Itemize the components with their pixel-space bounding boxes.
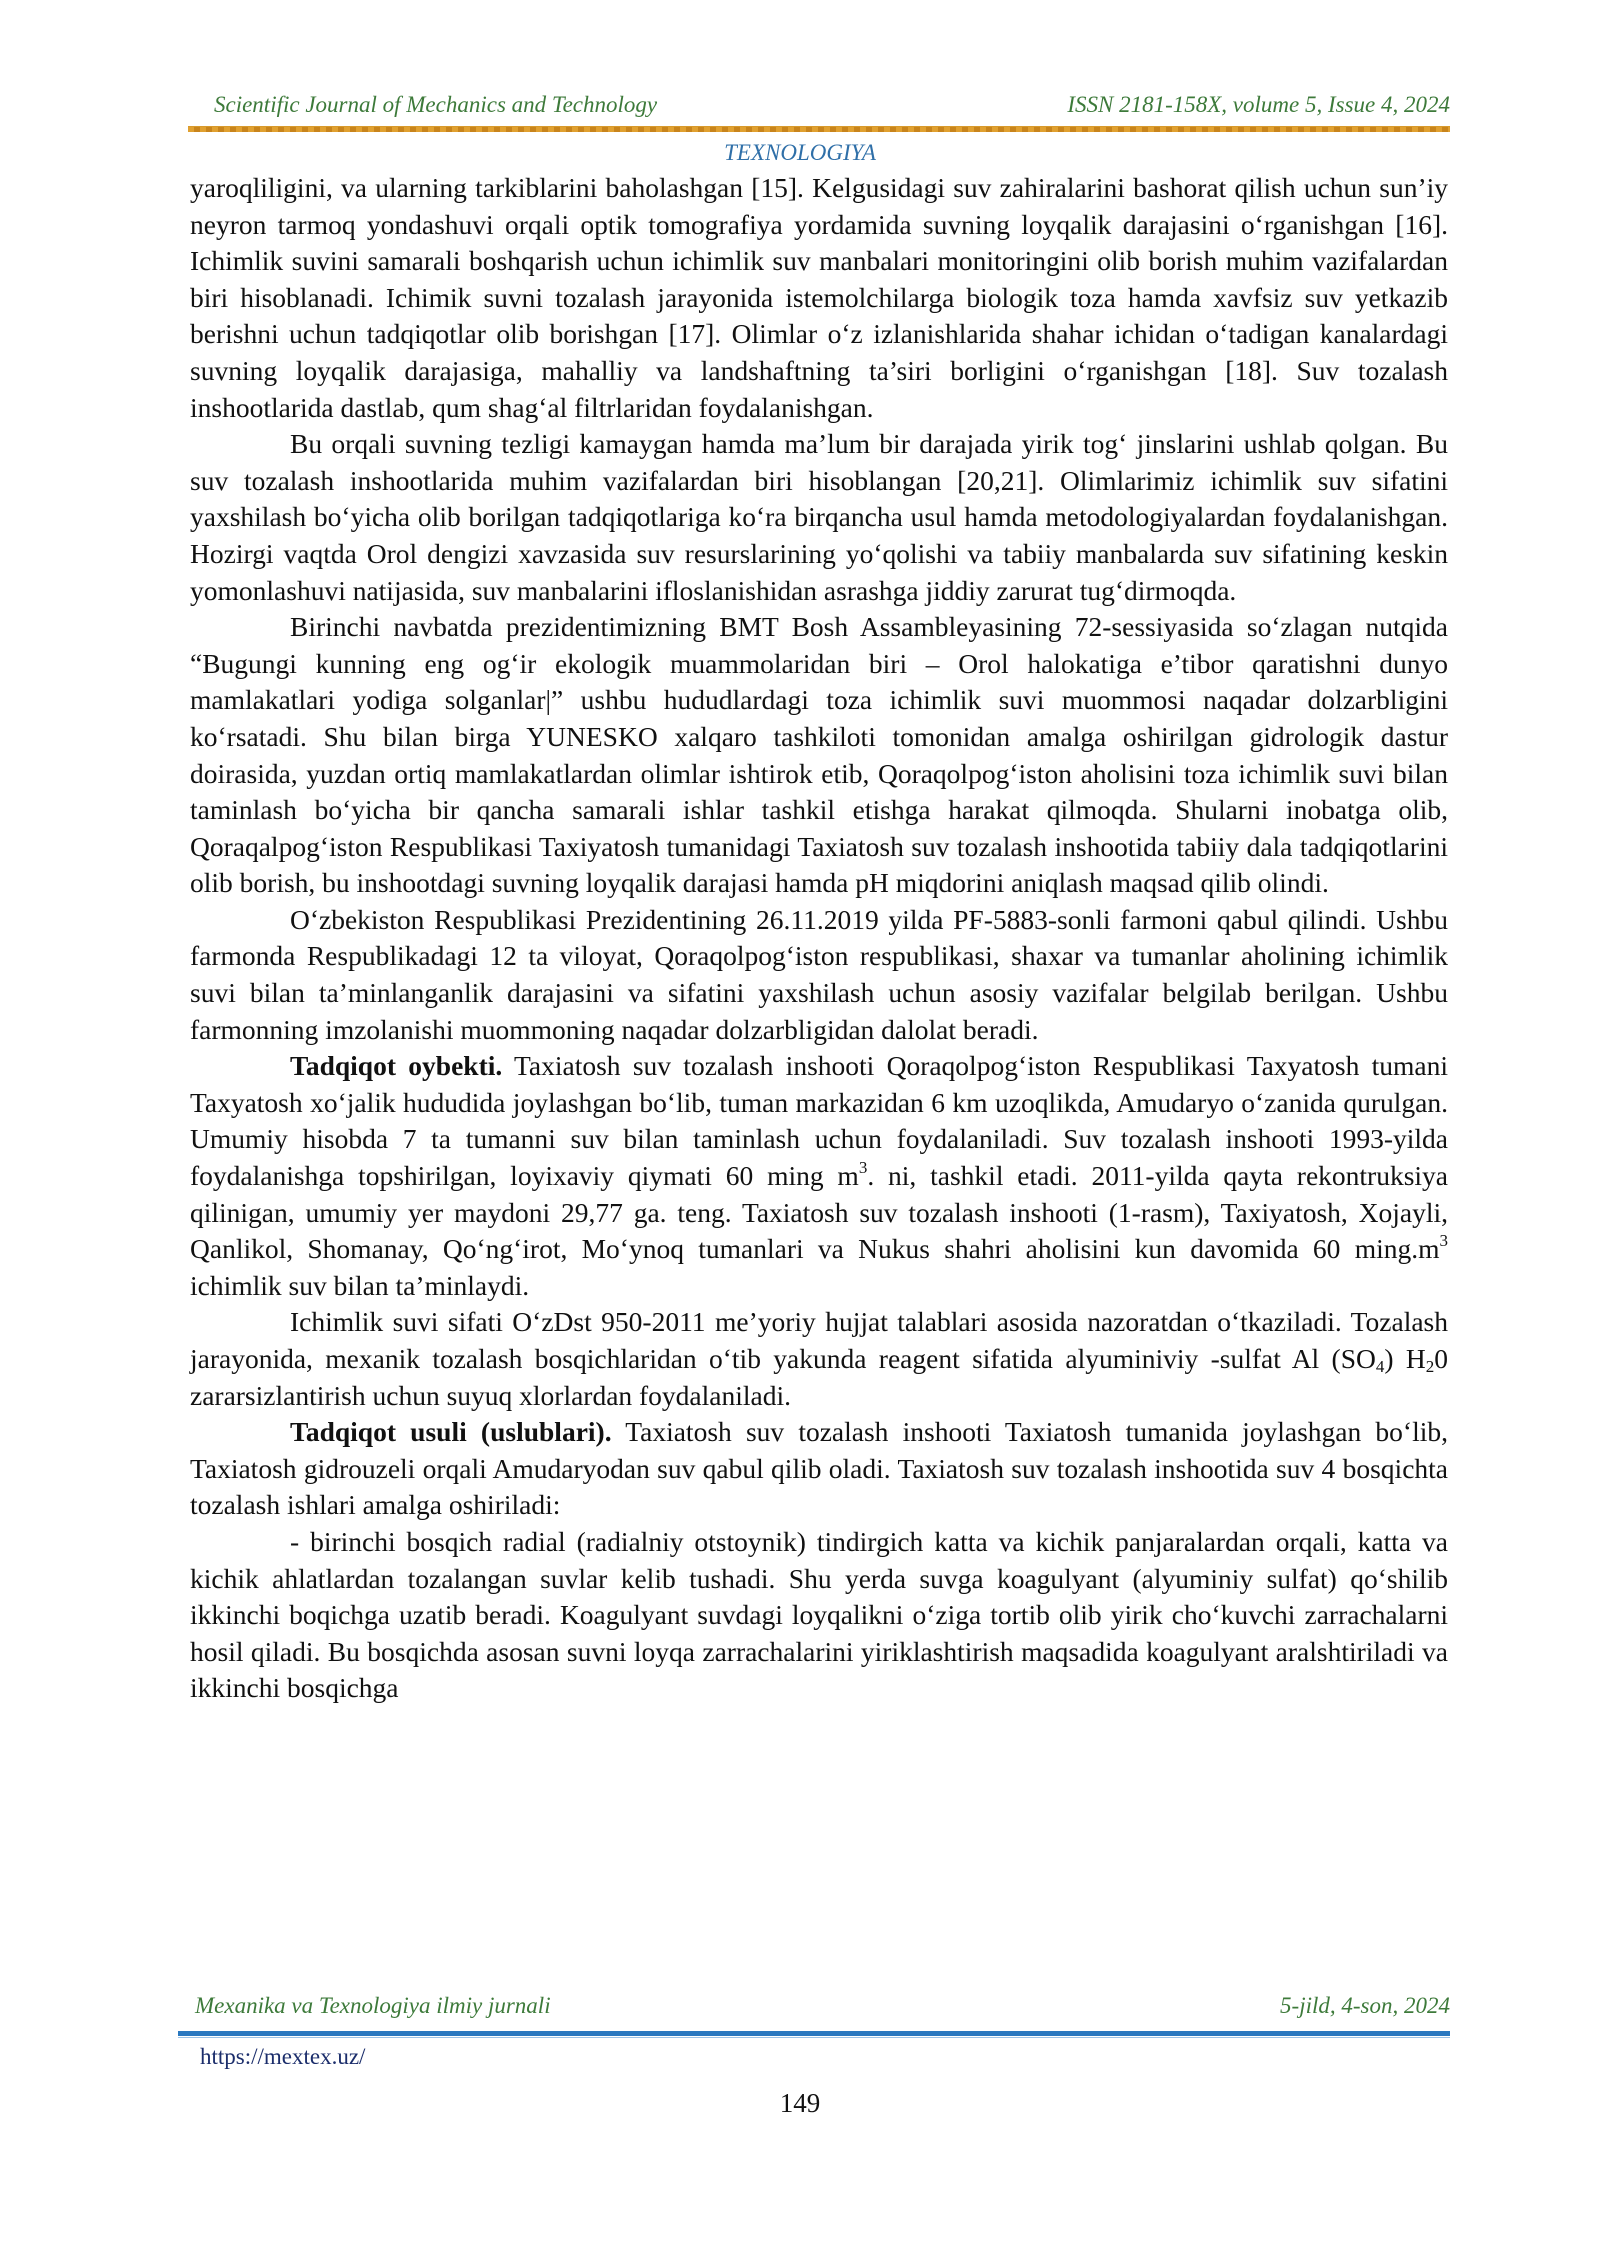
superscript: 3 bbox=[858, 1158, 868, 1178]
superscript: 3 bbox=[1439, 1231, 1448, 1251]
subscript: 2 bbox=[1425, 1357, 1435, 1376]
paragraph: Bu orqali suvning tezligi kamaygan hamda ma’lum bir darajada yirik tog‘ jinslarini ushlab qolgan. Bu suv tozalash inshootlarida muhim vazifalardan biri hisoblangan [20,21]. Olimlarimiz ichimlik suv sifatini yaxshilash bo‘yicha olib borilgan tadqiqotlariga ko‘ra birqancha usul hamda metodologiyalardan foydalanishgan. Hozirgi vaqtda Orol dengizi xavzasida suv resurslarining yo‘qolishi va tabiiy manbalarda suv sifatining keskin yomonlashuvi natijasida, suv manbalarini ifloslanishidan asrashga jiddiy zarurat tug‘dirmoqda. bbox=[190, 428, 1448, 606]
paragraph-text: ichimlik suv bilan ta’minlaydi. bbox=[190, 1269, 530, 1301]
paragraph: O‘zbekiston Respublikasi Prezidentining 26.11.2019 yilda PF-5883-sonli farmoni qabul qilindi. Ushbu farmonda Respublikadagi 12 ta viloyat, Qoraqolpog‘iston respublikasi, shaxar va tumanlar aholining ichimlik suvi bilan ta’minlanganlik darajasini va sifatini yaxshilash uchun asosiy vazifalar belgilab berilgan. Ushbu farmonning imzolanishi muommoning naqadar dolzarbligidan dalolat beradi. bbox=[190, 903, 1448, 1045]
paragraph: Birinchi navbatda prezidentimizning BMT Bosh Assambleyasining 72-sessiyasida so‘zlagan nutqida “Bugungi kunning eng og‘ir ekologik muammolaridan biri – Orol halokatiga e’tibor qaratishni dunyo mamlakatlari yodiga solganlar|” ushbu hududlardagi toza ichimlik suvi muommosi naqadar dolzarbligini ko‘rsatadi. Shu bilan birga YUNESKO xalqaro tashkiloti tomonidan amalga oshirilgan gidrologik dastur doirasida, yuzdan ortiq mamlakatlardan olimlar ishtirok etib, Qoraqolpog‘iston aholisini toza ichimlik suvi bilan taminlash bo‘yicha bir qancha samarali ishlar tashkil etishga harakat qilmoqda. Shularni inobatga olib, Qoraqalpog‘iston Respublikasi Taxiyatosh tumanidagi Taxiatosh suv tozalash inshootida tabiiy dala tadqiqotlarini olib borish, bu inshootdagi suvning loyqalik darajasi hamda pH miqdorini aniqlash maqsad qilib olindi. bbox=[190, 611, 1448, 899]
paragraph bbox=[190, 1414, 1448, 1524]
paragraph-text: Taxiatosh suv tozalash inshooti Qoraqolpog‘iston Respublikasi Taxyatosh tumani Taxyatosh xo‘jalik hududida joylashgan bo‘lib, tuman markazidan 6 km uzoqlikda, Amudaryo o‘zanida qurulgan. Umumiy hisobda 7 ta tumanni suv bilan taminlash uchun foydalaniladi. Suv tozalash inshooti 1993-yilda foydalanishga topshirilgan, loyixaviy qiymati 60 ming m bbox=[190, 1050, 1449, 1192]
paragraph-text: Taxiatosh suv tozalash inshooti Taxiatosh tumanida joylashgan bo‘lib, Taxiatosh gidrouzeli orqali Amudaryodan suv qabul qilib oladi. Taxiatosh suv tozalash inshootida suv 4 bosqichta tozalash ishlari amalga oshiriladi: bbox=[190, 1416, 1448, 1521]
paragraph: - birinchi bosqich radial (radialniy otstoynik) tindirgich katta va kichik panjaralardan orqali, katta va kichik ahlatlardan tozalangan suvlar kelib tushadi. Shu yerda suvga koagulyant (alyuminiy sulfat) qo‘shilib ikkinchi boqichga uzatib beradi. Koagulyant suvdagi loyqalikni o‘ziga tortib olib yirik cho‘kuvchi zarrachalarni hosil qiladi. Bu bosqichda asosan suvni loyqa zarrachalarini yiriklashtirish maqsadida koagulyant aralshtiriladi va ikkinchi bosqichga bbox=[190, 1525, 1448, 1704]
footer-divider bbox=[178, 2031, 1450, 2036]
paragraph-text: Ichimlik suvi sifati O‘zDst 950-2011 me’yoriy hujjat talablari asosida nazoratdan o‘tkaziladi. Tozalash jarayonida, mexanik tozalash bosqichlaridan o‘tib yakunda reagent sifatida alyuminiviy -sulfat Al (SO bbox=[190, 1306, 1448, 1374]
footer-divider-thin bbox=[178, 2037, 1450, 2038]
page-number: 149 bbox=[779, 2088, 821, 2118]
paragraph-heading: Tadqiqot usuli (uslublari). bbox=[290, 1416, 612, 1448]
paragraph-text: . ni, tashkil etadi. 2011-yilda qayta rekontruksiya qilinigan, umumiy yer maydoni 29,77 ga. teng. Taxiatosh suv tozalash inshooti (1-rasm), Taxiyatosh, Xojayli, Qanlikol, Shomanay, Qo‘ng‘irot, Mo‘ynoq tumanlari va Nukus shahri aholisini kun davomida 60 ming.m bbox=[190, 1160, 1448, 1265]
paragraph bbox=[190, 1304, 1448, 1414]
journal-url-link[interactable]: https://mextex.uz/ bbox=[200, 2044, 366, 2069]
subscript: 4 bbox=[1375, 1357, 1385, 1376]
footer-issue: 5-jild, 4-son, 2024 bbox=[1280, 1993, 1450, 2018]
footer-journal-title: Mexanika va Texnologiya ilmiy jurnali bbox=[195, 1993, 551, 2018]
header-journal-title: Scientific Journal of Mechanics and Technology bbox=[214, 92, 658, 117]
header-issn: ISSN 2181-158X, volume 5, Issue 4, 2024 bbox=[1067, 92, 1450, 117]
paragraph-heading: Tadqiqot oybekti. bbox=[290, 1050, 503, 1082]
paragraph-text: 0 zararsizlantirish uchun suyuq xlorlardan foydalaniladi. bbox=[190, 1343, 1448, 1411]
paragraph-text: ) H bbox=[1384, 1343, 1426, 1374]
article-body bbox=[190, 170, 1448, 1707]
running-footer bbox=[195, 1993, 1450, 2023]
header-divider bbox=[188, 126, 1450, 132]
section-label: TEXNOLOGIYA bbox=[724, 140, 876, 165]
paragraph bbox=[190, 1048, 1448, 1304]
paragraph: yaroqliligini, va ularning tarkiblarini baholashgan [15]. Kelgusidagi suv zahiralarini bashorat qilish uchun sun’iy neyron tarmoq yondashuvi orqali optik tomografiya yordamida suvning loyqalik darajasini o‘rganishgan [16]. Ichimlik suvini samarali boshqarish uchun ichimlik suv manbalari monitoringini olib borish muhim vazifalardan biri hisoblanadi. Ichimik suvni tozalash jarayonida istemolchilarga biologik toza hamda xavfsiz suv yetkazib berishni uchun tadqiqotlar olib borishgan [17]. Olimlar o‘z izlanishlarida shahar ichidan o‘tadigan kanalardagi suvning loyqalik darajasiga, mahalliy va landshaftning ta’siri borligini o‘rganishgan [18]. Suv tozalash inshootlarida dastlab, qum shag‘al filtrlaridan foydalanishgan. bbox=[190, 172, 1448, 423]
running-header bbox=[190, 92, 1450, 124]
